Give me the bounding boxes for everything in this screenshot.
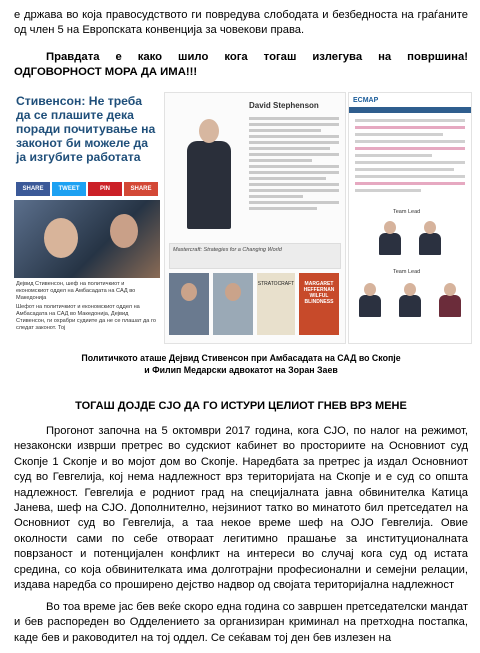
figure-caption-line-1: Политичкото аташе Дејвид Стивенсон при Амбасадата на САД во Скопје	[81, 353, 401, 363]
body-paragraph-2: Во тоа време јас бев веќе скоро една година со завршен претседателски мандат и бев распореден во Одделението за организиран криминал на претходна постапка, каде бев и раководител на тој оддел. Се сеќавам тој ден бев излезен на	[14, 601, 468, 644]
profile-bio-text	[249, 117, 339, 213]
section-heading: ТОГАШ ДОЈДЕ СЈО ДА ГО ИСТУРИ ЦЕЛИОТ ГНЕВ ВРЗ МЕНЕ	[75, 400, 407, 412]
team-panel	[348, 92, 472, 344]
profile-name: David Stephenson	[249, 101, 319, 110]
person-face	[44, 218, 78, 258]
news-article-panel	[14, 92, 160, 338]
googleplus-share-button[interactable]: SHARE	[124, 182, 158, 196]
facebook-share-button[interactable]: SHARE	[16, 182, 50, 196]
book-cover-stratocraft: STRATOCRAFT	[257, 273, 295, 335]
book-cover-wilful-blindness: MARGARET HEFFERNAN WILFUL BLINDNESS	[299, 273, 339, 335]
figure-caption	[14, 352, 468, 376]
book-cover-2	[213, 273, 253, 335]
nav-bar	[349, 107, 471, 113]
team-label-2: Team Lead	[393, 269, 421, 275]
profile-panel	[164, 92, 346, 344]
figure-caption-line-2: и Филип Медарски адвокатот на Зоран Заев	[144, 365, 338, 375]
book-banner: Mastercraft: Strategies for a Changing World	[169, 243, 341, 269]
person-face-2	[110, 214, 138, 248]
callout-line-1: Правдата е како шило кога тогаш излегува на површина!	[46, 51, 468, 63]
article-headline: Стивенсон: Не треба да се плашите дека поради почитување на законот би можеле да ја изгубите работата	[16, 94, 156, 164]
pinterest-share-button[interactable]: PIN	[88, 182, 122, 196]
team-person	[439, 283, 461, 317]
team-person	[359, 283, 381, 317]
photo-caption: Дејвид Стивенсон, шеф на политичкиот и економскиот оддел на Амбасадата на САД во Македонија	[16, 281, 136, 301]
site-logo: ECMAP	[353, 97, 379, 104]
book-cover-1	[169, 273, 209, 335]
person-head	[199, 119, 219, 143]
profile-photo	[187, 119, 231, 229]
article-quote: Шефот на политичкиот и економскиот оддел на Амбасадата на САД во Македонија, Дејвид Стивенсон, ги охрабри судиите да не се плашат да го следат законот. Тој	[16, 304, 156, 331]
body-paragraph-1: Прогонот започна на 5 октомври 2017 година, кога СЈО, по налог на режимот, незаконски изврши претрес во судскиот кабинет во просториите на Основниот суд Скопје 1 Скопје и во мојот дом во Скопје. Наредбата за претрес ја издал Основниот суд во Гевгелија, кој нема надлежност врз територијата на Скопје и е суд со општа надлежност. Гевгелија е родниот град на специјалната јавна обвинителка Катица Јанева, шеф на СЈО. Дополнително, нејзиниот татко во минатото бил претседател на Основниот суд во Гевгелија, а таа некое време шеф на ОЈО Гевгелија. Овие околности сами по себе отвораат легитимно прашање за институционалната поврзаност и потенцијален конфликт на интереси во случај кога суд од истата средина, со која обвинителката има долготрајни професионални и семејни релации, издава наредба со проширено дејство надвор од својата територијална надлежност	[14, 425, 468, 592]
share-bar	[16, 182, 158, 196]
team-person	[379, 221, 401, 255]
figure-collage	[14, 92, 470, 342]
intro-paragraph: е држава во која правосудството ги повредува слободата и безбедноста на граѓаните од член 5 на Европската конвенција за човекови права.	[14, 9, 468, 36]
callout-line-2: ОДГОВОРНОСТ МОРА ДА ИМА!!!	[14, 66, 198, 78]
person-body	[187, 141, 231, 229]
team-text	[355, 119, 465, 196]
team-person	[399, 283, 421, 317]
callout-paragraph	[14, 50, 468, 80]
article-photo	[14, 200, 160, 278]
team-person	[419, 221, 441, 255]
team-label-1: Team Lead	[393, 209, 421, 215]
twitter-share-button[interactable]: TWEET	[52, 182, 86, 196]
